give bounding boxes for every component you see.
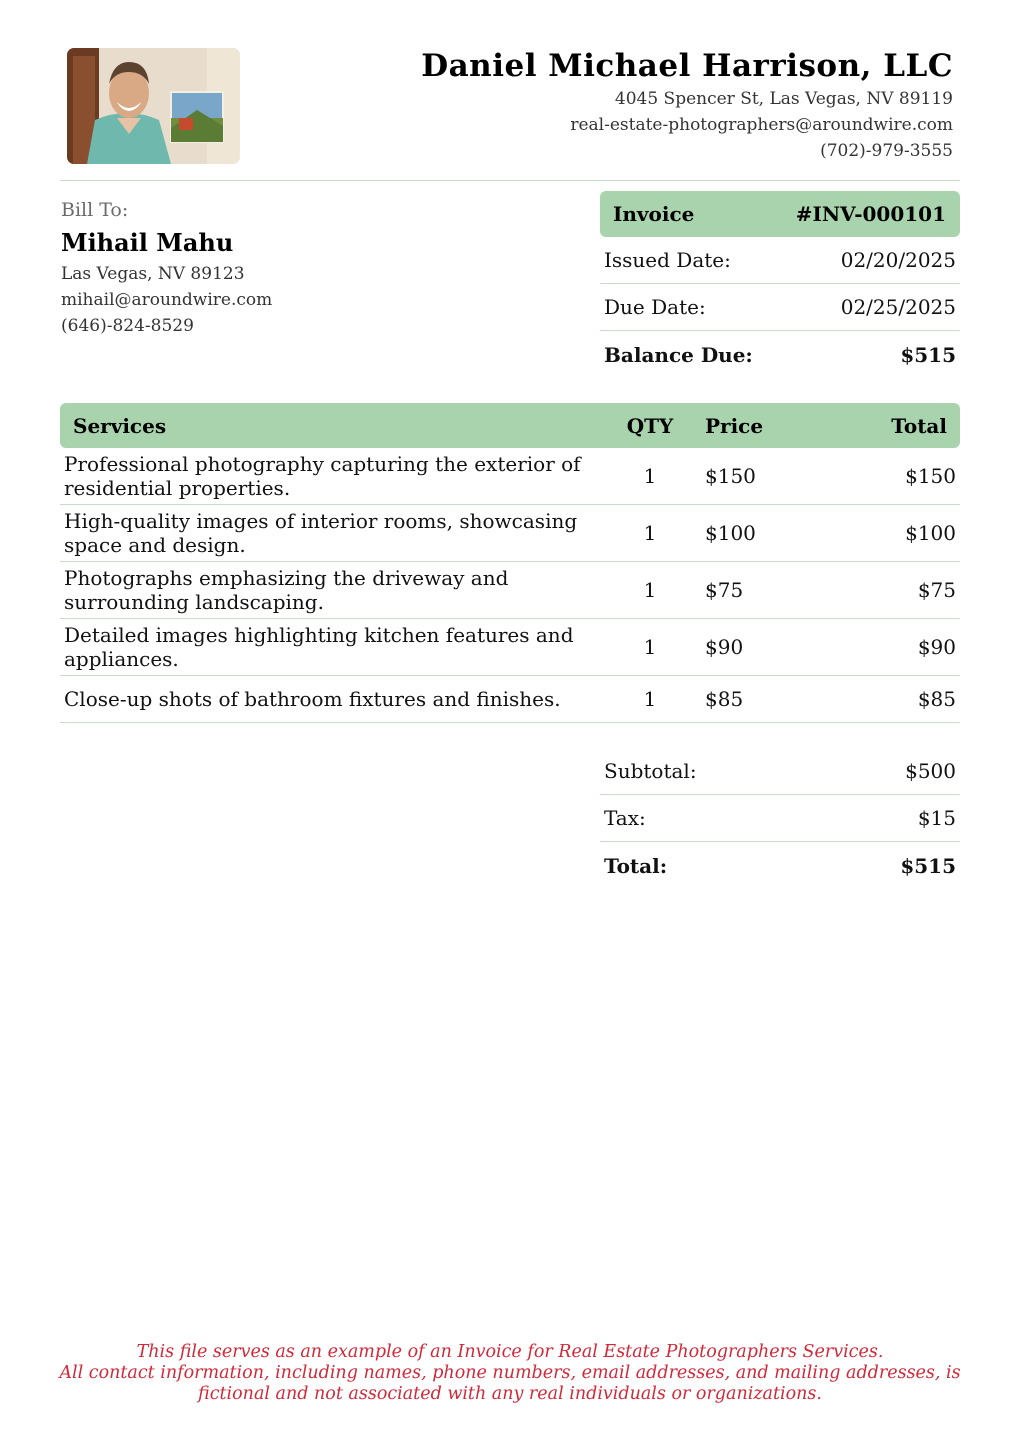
row-price: $90 bbox=[705, 635, 744, 659]
invoice-header bbox=[600, 191, 960, 237]
company-email: real-estate-photographers@aroundwire.com bbox=[570, 115, 953, 135]
totals-block bbox=[600, 748, 960, 889]
bill-to-address: Las Vegas, NV 89123 bbox=[61, 264, 245, 284]
services-table-header bbox=[60, 403, 960, 448]
row-price: $150 bbox=[705, 464, 756, 488]
tax-row bbox=[600, 795, 960, 842]
due-date-label: Due Date: bbox=[604, 295, 706, 319]
table-row bbox=[60, 448, 960, 505]
row-price: $100 bbox=[705, 521, 756, 545]
row-qty: 1 bbox=[643, 521, 657, 545]
issued-date-row bbox=[600, 237, 960, 284]
balance-due-value: $515 bbox=[900, 342, 956, 367]
footer-line-1: This file serves as an example of an Invoice for Real Estate Photographers Services. bbox=[136, 1342, 884, 1362]
row-total: $75 bbox=[917, 578, 956, 602]
invoice-summary bbox=[600, 191, 960, 378]
total-label: Total: bbox=[604, 853, 668, 878]
company-phone: (702)-979-3555 bbox=[820, 141, 953, 161]
bill-to-phone: (646)-824-8529 bbox=[61, 316, 194, 336]
row-qty: 1 bbox=[643, 687, 657, 711]
row-description: Detailed images highlighting kitchen features and appliances. bbox=[64, 623, 574, 671]
due-date-row bbox=[600, 284, 960, 331]
company-photo bbox=[67, 48, 240, 164]
row-qty: 1 bbox=[643, 635, 657, 659]
company-name: Daniel Michael Harrison, LLC bbox=[421, 48, 953, 84]
subtotal-value: $500 bbox=[905, 759, 956, 783]
services-table bbox=[60, 403, 960, 723]
company-address: 4045 Spencer St, Las Vegas, NV 89119 bbox=[614, 89, 953, 109]
table-row bbox=[60, 562, 960, 619]
row-total: $90 bbox=[917, 635, 956, 659]
row-description: Photographs emphasizing the driveway and surrounding landscaping. bbox=[64, 566, 509, 614]
tax-value: $15 bbox=[917, 806, 956, 830]
header-services: Services bbox=[73, 413, 167, 438]
bill-to-email: mihail@aroundwire.com bbox=[61, 290, 273, 310]
bill-to-label: Bill To: bbox=[61, 199, 129, 221]
header-divider bbox=[60, 180, 960, 181]
row-description: Close-up shots of bathroom fixtures and finishes. bbox=[64, 687, 561, 711]
header-total: Total bbox=[891, 413, 947, 438]
total-value: $515 bbox=[900, 853, 956, 878]
bill-to-name: Mihail Mahu bbox=[61, 228, 234, 257]
bill-to-block bbox=[61, 197, 272, 339]
row-total: $150 bbox=[905, 464, 956, 488]
footer-disclaimer bbox=[0, 1342, 1020, 1405]
row-total: $85 bbox=[917, 687, 956, 711]
invoice-label: Invoice bbox=[613, 202, 695, 226]
subtotal-label: Subtotal: bbox=[604, 759, 697, 783]
row-description: Professional photography capturing the exterior of residential properties. bbox=[64, 452, 581, 500]
header-qty: QTY bbox=[626, 413, 674, 438]
header-price: Price bbox=[705, 413, 764, 438]
due-date-value: 02/25/2025 bbox=[840, 295, 956, 319]
row-description: High-quality images of interior rooms, showcasing space and design. bbox=[64, 509, 578, 557]
table-row bbox=[60, 619, 960, 676]
issued-date-value: 02/20/2025 bbox=[840, 248, 956, 272]
row-qty: 1 bbox=[643, 578, 657, 602]
subtotal-row bbox=[600, 748, 960, 795]
balance-due-row bbox=[600, 331, 960, 378]
invoice-number: #INV-000101 bbox=[795, 202, 946, 226]
row-price: $85 bbox=[705, 687, 744, 711]
row-total: $100 bbox=[905, 521, 956, 545]
balance-due-label: Balance Due: bbox=[604, 342, 753, 367]
table-row bbox=[60, 676, 960, 723]
tax-label: Tax: bbox=[604, 806, 646, 830]
row-price: $75 bbox=[705, 578, 744, 602]
table-row bbox=[60, 505, 960, 562]
company-block bbox=[421, 46, 953, 164]
footer-line-3: fictional and not associated with any real individuals or organizations. bbox=[198, 1384, 822, 1404]
footer-line-2: All contact information, including names, phone numbers, email addresses, and mailing addresses, is bbox=[59, 1363, 961, 1383]
row-qty: 1 bbox=[643, 464, 657, 488]
issued-date-label: Issued Date: bbox=[604, 248, 731, 272]
total-row bbox=[600, 842, 960, 889]
